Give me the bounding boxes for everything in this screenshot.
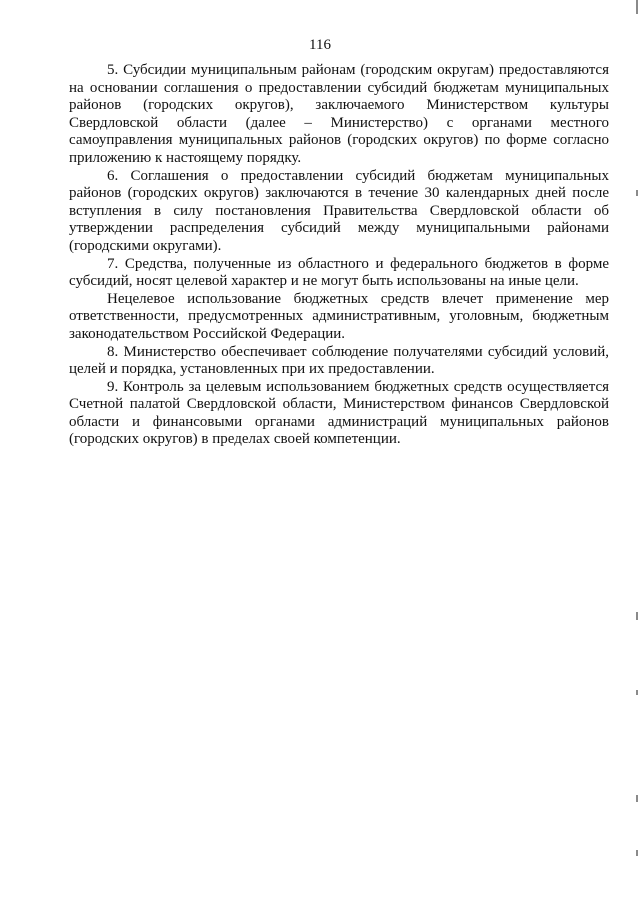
paragraph-misuse: Нецелевое использование бюджетных средств влечет применение мер ответственности, предусмотренных административным, уголовным, бюджетным законодательством Российской Федерации. xyxy=(69,290,609,342)
document-body xyxy=(69,62,609,449)
paragraph-9: 9. Контроль за целевым использованием бюджетных средств осуществляется Счетной палатой Свердловской области, Министерством финансов Свердловской области и финансовыми органами администраций муниципальных районов (городских округов) в пределах своей компетенции. xyxy=(69,378,609,448)
paragraph-6: 6. Соглашения о предоставлении субсидий бюджетам муниципальных районов (городских округов) заключаются в течение 30 календарных дней после вступления в силу постановления Правительства Свердловской области об утверждении распределения субсидий между муниципальными районами (городскими округами). xyxy=(69,167,609,254)
paragraph-7: 7. Средства, полученные из областного и федерального бюджетов в форме субсидий, носят целевой характер и не могут быть использованы на иные цели. xyxy=(69,255,609,290)
scan-edge-mark xyxy=(636,190,638,196)
scan-edge-mark xyxy=(636,850,638,856)
scan-edge-mark xyxy=(636,0,638,14)
page-number: 116 xyxy=(309,37,331,53)
paragraph-5: 5. Субсидии муниципальным районам (городским округам) предоставляются на основании соглашения о предоставлении субсидий бюджетам муниципальных районов (городских округов), заключаемого Министерством культуры Свердловской области (далее – Министерство) с органами местного самоуправления муниципальных районов (городских округов) по форме согласно приложению к настоящему порядку. xyxy=(69,62,609,166)
scan-edge-mark xyxy=(636,690,638,695)
scan-edge-mark xyxy=(636,612,638,620)
scan-edge-mark xyxy=(636,795,638,802)
paragraph-8: 8. Министерство обеспечивает соблюдение получателями субсидий условий, целей и порядка, установленных при их предоставлении. xyxy=(69,343,609,378)
